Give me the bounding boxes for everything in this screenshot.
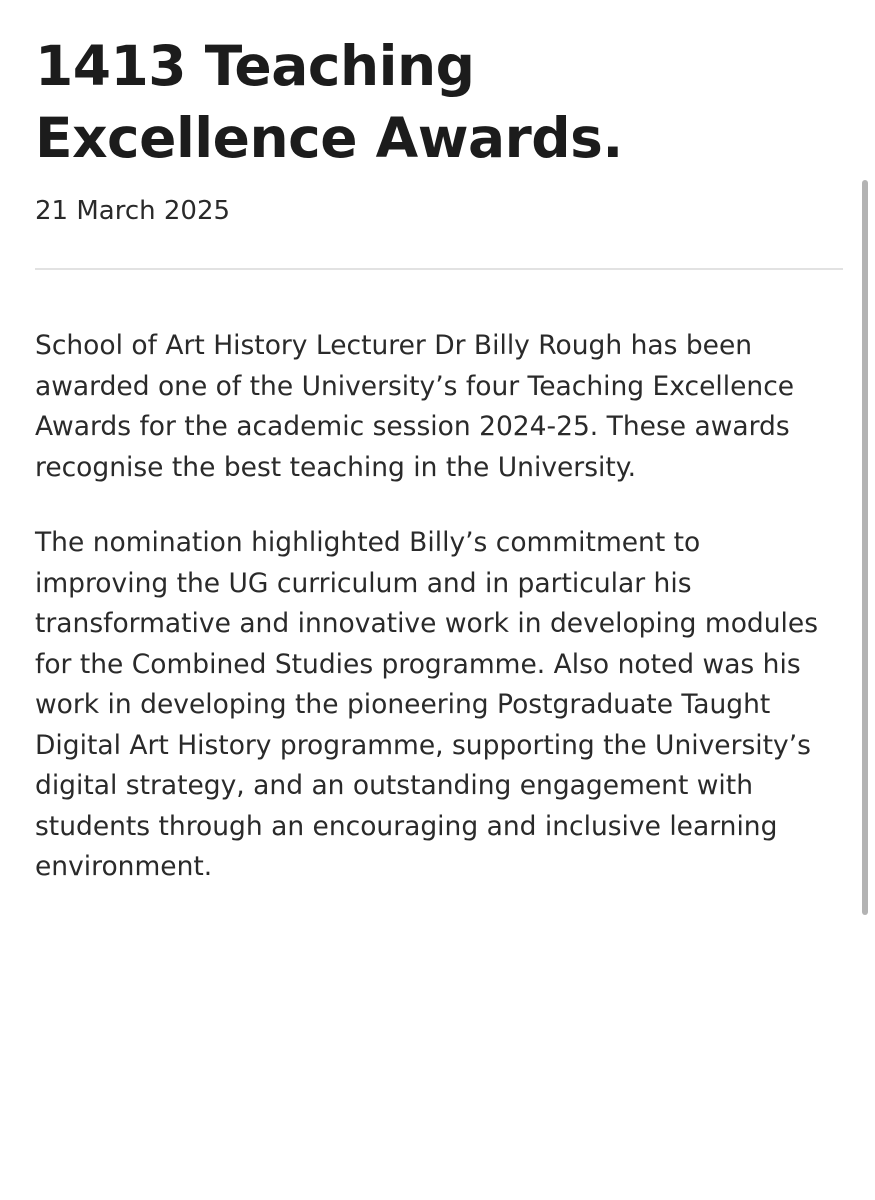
scrollbar-thumb[interactable] <box>862 180 868 915</box>
article <box>35 30 843 923</box>
publication-date: 21 March 2025 <box>35 196 231 226</box>
vertical-scrollbar[interactable] <box>859 180 871 915</box>
page-title <box>35 30 843 174</box>
article-body <box>35 326 843 888</box>
paragraph-2: The nomination highlighted Billy’s commitment to improving the UG curriculum and in particular his transformative and innovative work in developing modules for the Combined Studies programme. Also noted was his work in developing the pioneering Postgraduate Taught Digital Art History programme, supporting the University’s digital strategy, and an outstanding engagement with students through an encouraging and inclusive learning environment. <box>35 527 819 882</box>
title-line-1: 1413 Teaching <box>35 34 475 98</box>
divider <box>35 268 843 270</box>
paragraph-1: School of Art History Lecturer Dr Billy Rough has been awarded one of the University’s four Teaching Excellence Awards for the academic session 2024-25. These awards recognise the best teaching in the University. <box>35 330 795 483</box>
title-line-2: Excellence Awards. <box>35 106 623 170</box>
